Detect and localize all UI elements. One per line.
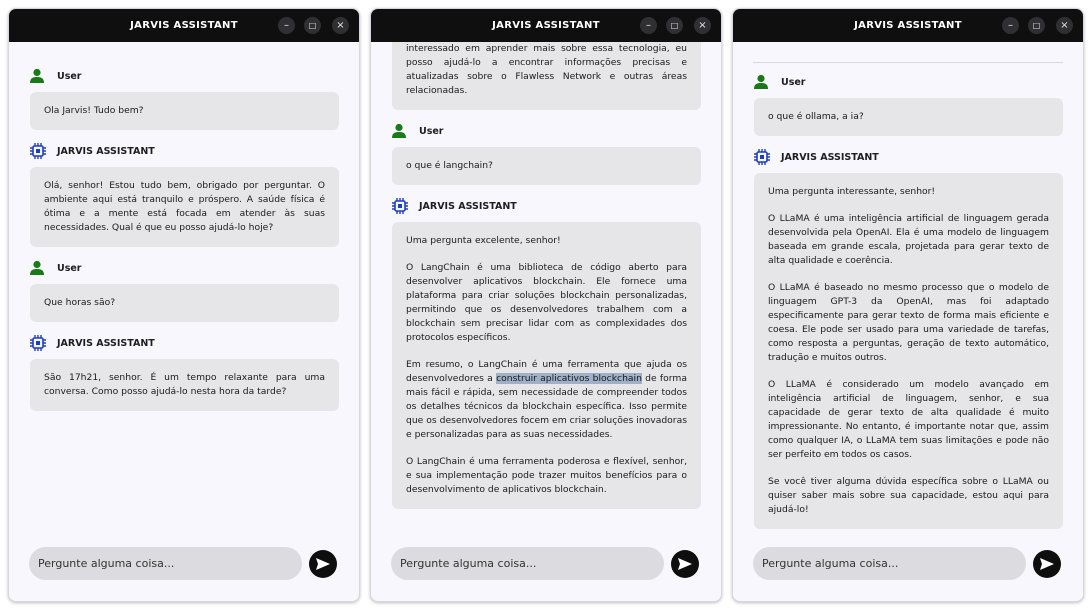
chat-window-2 bbox=[370, 8, 722, 602]
window-title: JARVIS ASSISTANT bbox=[130, 20, 238, 31]
message-paragraph: Se você tiver alguma dúvida específica sobre o LLaMA ou quiser saber mais sobre sua capacidade, estou aqui para ajudá-lo! bbox=[768, 476, 1049, 515]
send-button[interactable] bbox=[671, 550, 699, 578]
text-segment: Em resumo, o LangChain é uma ferramenta que ajuda os desenvolvedores a bbox=[406, 359, 687, 384]
maximize-button[interactable]: □ bbox=[304, 17, 321, 34]
title-bar[interactable] bbox=[9, 9, 359, 42]
message-paragraph bbox=[406, 358, 687, 442]
assistant-message bbox=[392, 222, 701, 509]
message-input[interactable]: Pergunte alguma coisa... bbox=[753, 547, 1026, 580]
user-header bbox=[753, 73, 1063, 91]
title-bar[interactable] bbox=[371, 9, 721, 42]
message-paragraph: Uma pergunta excelente, senhor! bbox=[406, 235, 561, 246]
close-button[interactable]: × bbox=[332, 17, 349, 34]
minimize-button[interactable]: – bbox=[1002, 17, 1019, 34]
chat-window-3 bbox=[732, 8, 1084, 602]
user-header bbox=[29, 259, 339, 277]
minimize-button[interactable]: – bbox=[278, 17, 295, 34]
minimize-button[interactable]: – bbox=[640, 17, 657, 34]
message-paragraph: Uma pergunta interessante, senhor! bbox=[768, 186, 936, 197]
cpu-chip-icon bbox=[391, 197, 411, 215]
assistant-message: Olá, senhor! Estou tudo bem, obrigado por perguntar. O ambiente aqui está tranquilo e próspero. A saúde física é ótima e a mente está focada em atender às suas necessidades. Qual é que eu posso ajudá-lo hoje? bbox=[30, 167, 339, 247]
text-segment: de forma mais fácil e rápida, sem necessidade de compreender todos os detalhes técnicos da blockchain específica. Isso permite que os desenvolvedores focem em criar soluções inovadoras e personalizadas para as suas necessidades. bbox=[406, 373, 687, 440]
user-icon bbox=[391, 122, 411, 140]
cpu-chip-icon bbox=[29, 142, 49, 160]
user-label: User bbox=[57, 262, 82, 274]
window-title: JARVIS ASSISTANT bbox=[492, 20, 600, 31]
maximize-button[interactable]: □ bbox=[666, 17, 683, 34]
message-input[interactable]: Pergunte alguma coisa... bbox=[29, 547, 302, 580]
user-message: Ola Jarvis! Tudo bem? bbox=[30, 92, 339, 130]
assistant-header bbox=[29, 334, 339, 352]
assistant-message bbox=[754, 173, 1063, 529]
close-button[interactable]: × bbox=[694, 17, 711, 34]
window-title: JARVIS ASSISTANT bbox=[854, 20, 962, 31]
assistant-label: JARVIS ASSISTANT bbox=[419, 200, 517, 212]
message-paragraph: O LangChain é uma ferramenta poderosa e flexível, senhor, e sua implementação pode trazer muitos benefícios para o desenvolvimento de aplicativos blockchain. bbox=[406, 456, 687, 495]
title-bar[interactable] bbox=[733, 9, 1083, 42]
bubble-divider bbox=[753, 62, 1063, 63]
user-header bbox=[29, 67, 339, 85]
message-paragraph: O LLaMA é uma inteligência artificial de linguagem gerada desenvolvida pela OpenAI. Ela é uma modelo de linguagem baseada em grande escala, projetada para gerar texto de alta qualidade e coerência. bbox=[768, 213, 1049, 266]
close-button[interactable]: × bbox=[1056, 17, 1073, 34]
chat-history[interactable] bbox=[29, 42, 339, 534]
message-paragraph: O LLaMA é baseado no mesmo processo que o modelo de linguagem GPT-3 da OpenAI, mas foi adaptado especificamente para gerar texto de forma mais eficiente e coesa. Ele pode ser usado para uma variedade de tarefas, como resposta a perguntas, geração de texto automático, tradução e muitos outros. bbox=[768, 282, 1049, 363]
assistant-header bbox=[391, 197, 701, 215]
user-header bbox=[391, 122, 701, 140]
send-button[interactable] bbox=[1033, 550, 1061, 578]
message-input[interactable]: Pergunte alguma coisa... bbox=[391, 547, 664, 580]
send-icon bbox=[315, 556, 331, 572]
user-message: Que horas são? bbox=[30, 284, 339, 322]
user-label: User bbox=[781, 76, 806, 88]
cpu-chip-icon bbox=[753, 148, 773, 166]
user-message: o que é ollama, a ia? bbox=[754, 98, 1063, 136]
maximize-button[interactable]: □ bbox=[1028, 17, 1045, 34]
assistant-label: JARVIS ASSISTANT bbox=[57, 337, 155, 349]
assistant-header bbox=[753, 148, 1063, 166]
send-button[interactable] bbox=[309, 550, 337, 578]
user-label: User bbox=[419, 125, 444, 137]
assistant-label: JARVIS ASSISTANT bbox=[57, 145, 155, 157]
assistant-message: São 17h21, senhor. É um tempo relaxante para uma conversa. Como posso ajudá-lo nesta hora da tarde? bbox=[30, 359, 339, 411]
user-icon bbox=[29, 259, 49, 277]
cpu-chip-icon bbox=[29, 334, 49, 352]
assistant-header bbox=[29, 142, 339, 160]
message-paragraph: O LangChain é uma biblioteca de código aberto para desenvolver aplicativos blockchain. Ele fornece uma plataforma para criar soluções blockchain personalizadas, permitindo que os desenvolvedores trabalhem com a blockchain sem precisar lidar com as complexidades dos protocolos específicos. bbox=[406, 262, 687, 343]
chat-window-1 bbox=[8, 8, 360, 602]
user-label: User bbox=[57, 70, 82, 82]
assistant-label: JARVIS ASSISTANT bbox=[781, 151, 879, 163]
assistant-message: interessado em aprender mais sobre essa tecnologia, eu posso ajudá-lo a encontrar informações precisas e atualizadas sobre o Flawless Network e outras áreas relacionadas. bbox=[392, 42, 701, 110]
send-icon bbox=[1039, 556, 1055, 572]
user-icon bbox=[29, 67, 49, 85]
user-icon bbox=[753, 73, 773, 91]
send-icon bbox=[677, 556, 693, 572]
message-paragraph: O LLaMA é considerado um modelo avançado em inteligência artificial de linguagem, senhor, e sua capacidade de gerar texto de alta qualidade é muito impressionante. No entanto, é importante notar que, assim como qualquer IA, o LLaMA tem suas limitações e pode não ser perfeito em todos os casos. bbox=[768, 379, 1049, 460]
selected-text[interactable]: construir aplicativos blockchain bbox=[496, 373, 642, 384]
chat-history[interactable] bbox=[753, 42, 1063, 534]
user-message: o que é langchain? bbox=[392, 147, 701, 185]
chat-history[interactable] bbox=[391, 42, 701, 534]
